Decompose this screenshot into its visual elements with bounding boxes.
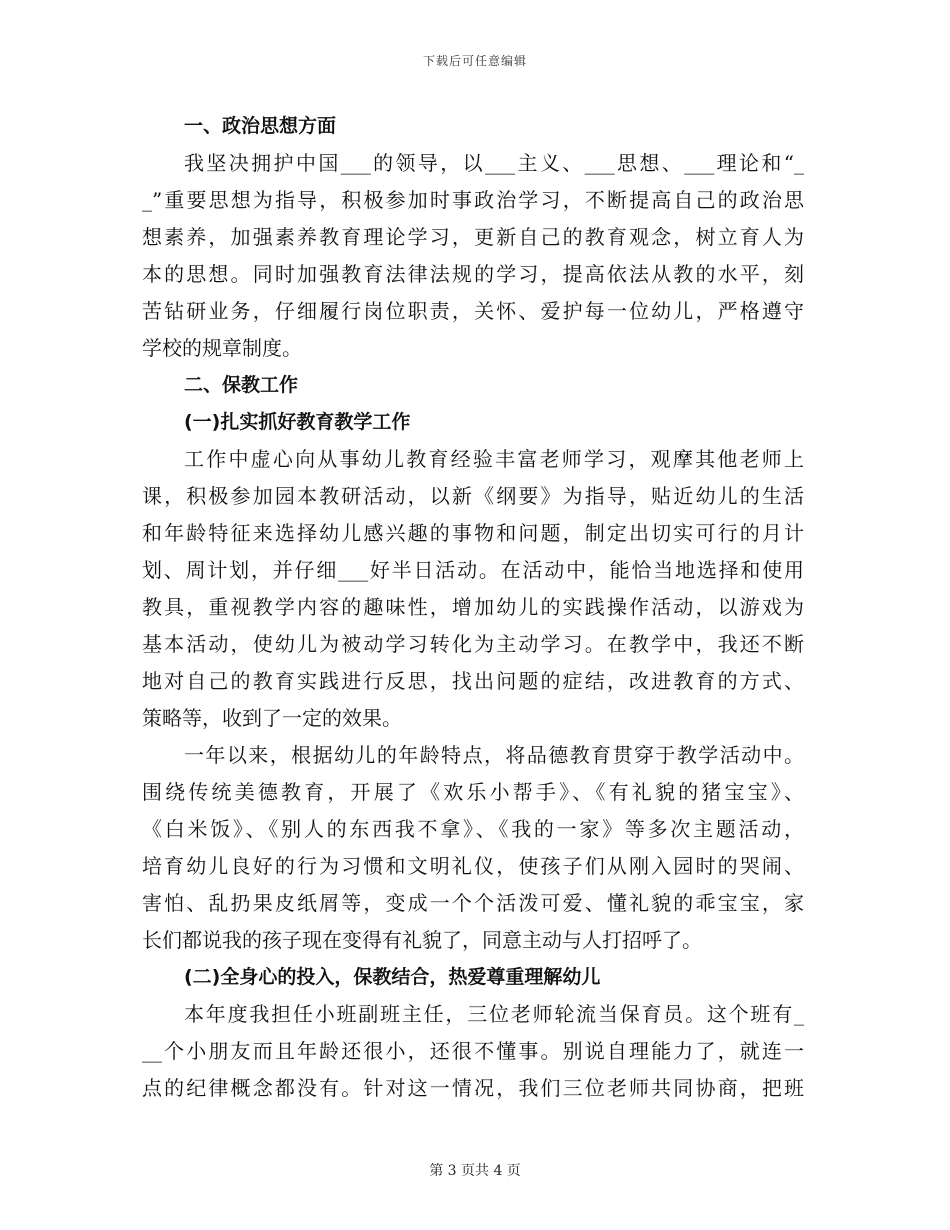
section-heading: 一、政治思想方面 (184, 115, 337, 137)
paragraph-line: 培育幼儿良好的行为习惯和文明礼仪，使孩子们从刚入园时的哭闹、 (142, 854, 804, 878)
section-heading: (二)全身心的投入，保教结合，热爱尊重理解幼儿 (184, 966, 601, 988)
page-footer: 第 3 页共 4 页 (429, 1163, 521, 1179)
section-heading: (一)扎实抓好教育教学工作 (184, 411, 411, 433)
paragraph-line: 我坚决拥护中国___的领导，以___主义、___思想、___理论和“_ (184, 151, 804, 175)
paragraph-line: 工作中虚心向从事幼儿教育经验丰富老师学习，观摩其他老师上 (184, 447, 804, 471)
document-body (142, 108, 804, 1107)
paragraph-line: 《白米饭》、《别人的东西我不拿》、《我的一家》等多次主题活动， (142, 817, 804, 841)
paragraph-line: 长们都说我的孩子现在变得有礼貌了，同意主动与人打招呼了。 (142, 928, 702, 952)
paragraph-line: 和年龄特征来选择幼儿感兴趣的事物和问题，制定出切实可行的月计 (142, 521, 804, 545)
paragraph-line: 学校的规章制度。 (142, 336, 302, 360)
paragraph-line: 基本活动，使幼儿为被动学习转化为主动学习。在教学中，我还不断 (142, 632, 804, 656)
paragraph-line: 课，积极参加园本教研活动，以新《纲要》为指导，贴近幼儿的生活 (142, 484, 804, 508)
paragraph-line: 苦钻研业务，仔细履行岗位职责，关怀、爱护每一位幼儿，严格遵守 (142, 299, 804, 323)
paragraph-line: 本年度我担任小班副班主任，三位老师轮流当保育员。这个班有_ (184, 1002, 804, 1026)
paragraph-line: 点的纪律概念都没有。针对这一情况，我们三位老师共同协商，把班 (142, 1076, 804, 1100)
paragraph-line: 策略等，收到了一定的效果。 (142, 706, 402, 730)
paragraph-line: 一年以来，根据幼儿的年龄特点，将品德教育贯穿于教学活动中。 (184, 743, 804, 767)
paragraph-line: 地对自己的教育实践进行反思，找出问题的症结，改进教育的方式、 (142, 669, 804, 693)
paragraph-line: 本的思想。同时加强教育法律法规的学习，提高依法从教的水平，刻 (142, 262, 804, 286)
page-header: 下载后可任意编辑 (422, 54, 527, 68)
section-heading: 二、保教工作 (184, 374, 299, 396)
paragraph-line: _”重要思想为指导，积极参加时事政治学习，不断提高自己的政治思 (142, 188, 804, 212)
paragraph-line: 划、周计划，并仔细___好半日活动。在活动中，能恰当地选择和使用 (142, 558, 804, 582)
paragraph-line: 教具，重视教学内容的趣味性，增加幼儿的实践操作活动，以游戏为 (142, 595, 804, 619)
paragraph-line: 害怕、乱扔果皮纸屑等，变成一个个活泼可爱、懂礼貌的乖宝宝，家 (142, 891, 804, 915)
paragraph-line: 想素养，加强素养教育理论学习，更新自己的教育观念，树立育人为 (142, 225, 804, 249)
paragraph-line: __个小朋友而且年龄还很小，还很不懂事。别说自理能力了，就连一 (142, 1039, 804, 1063)
paragraph-line: 围绕传统美德教育，开展了《欢乐小帮手》、《有礼貌的猪宝宝》、 (142, 780, 804, 804)
